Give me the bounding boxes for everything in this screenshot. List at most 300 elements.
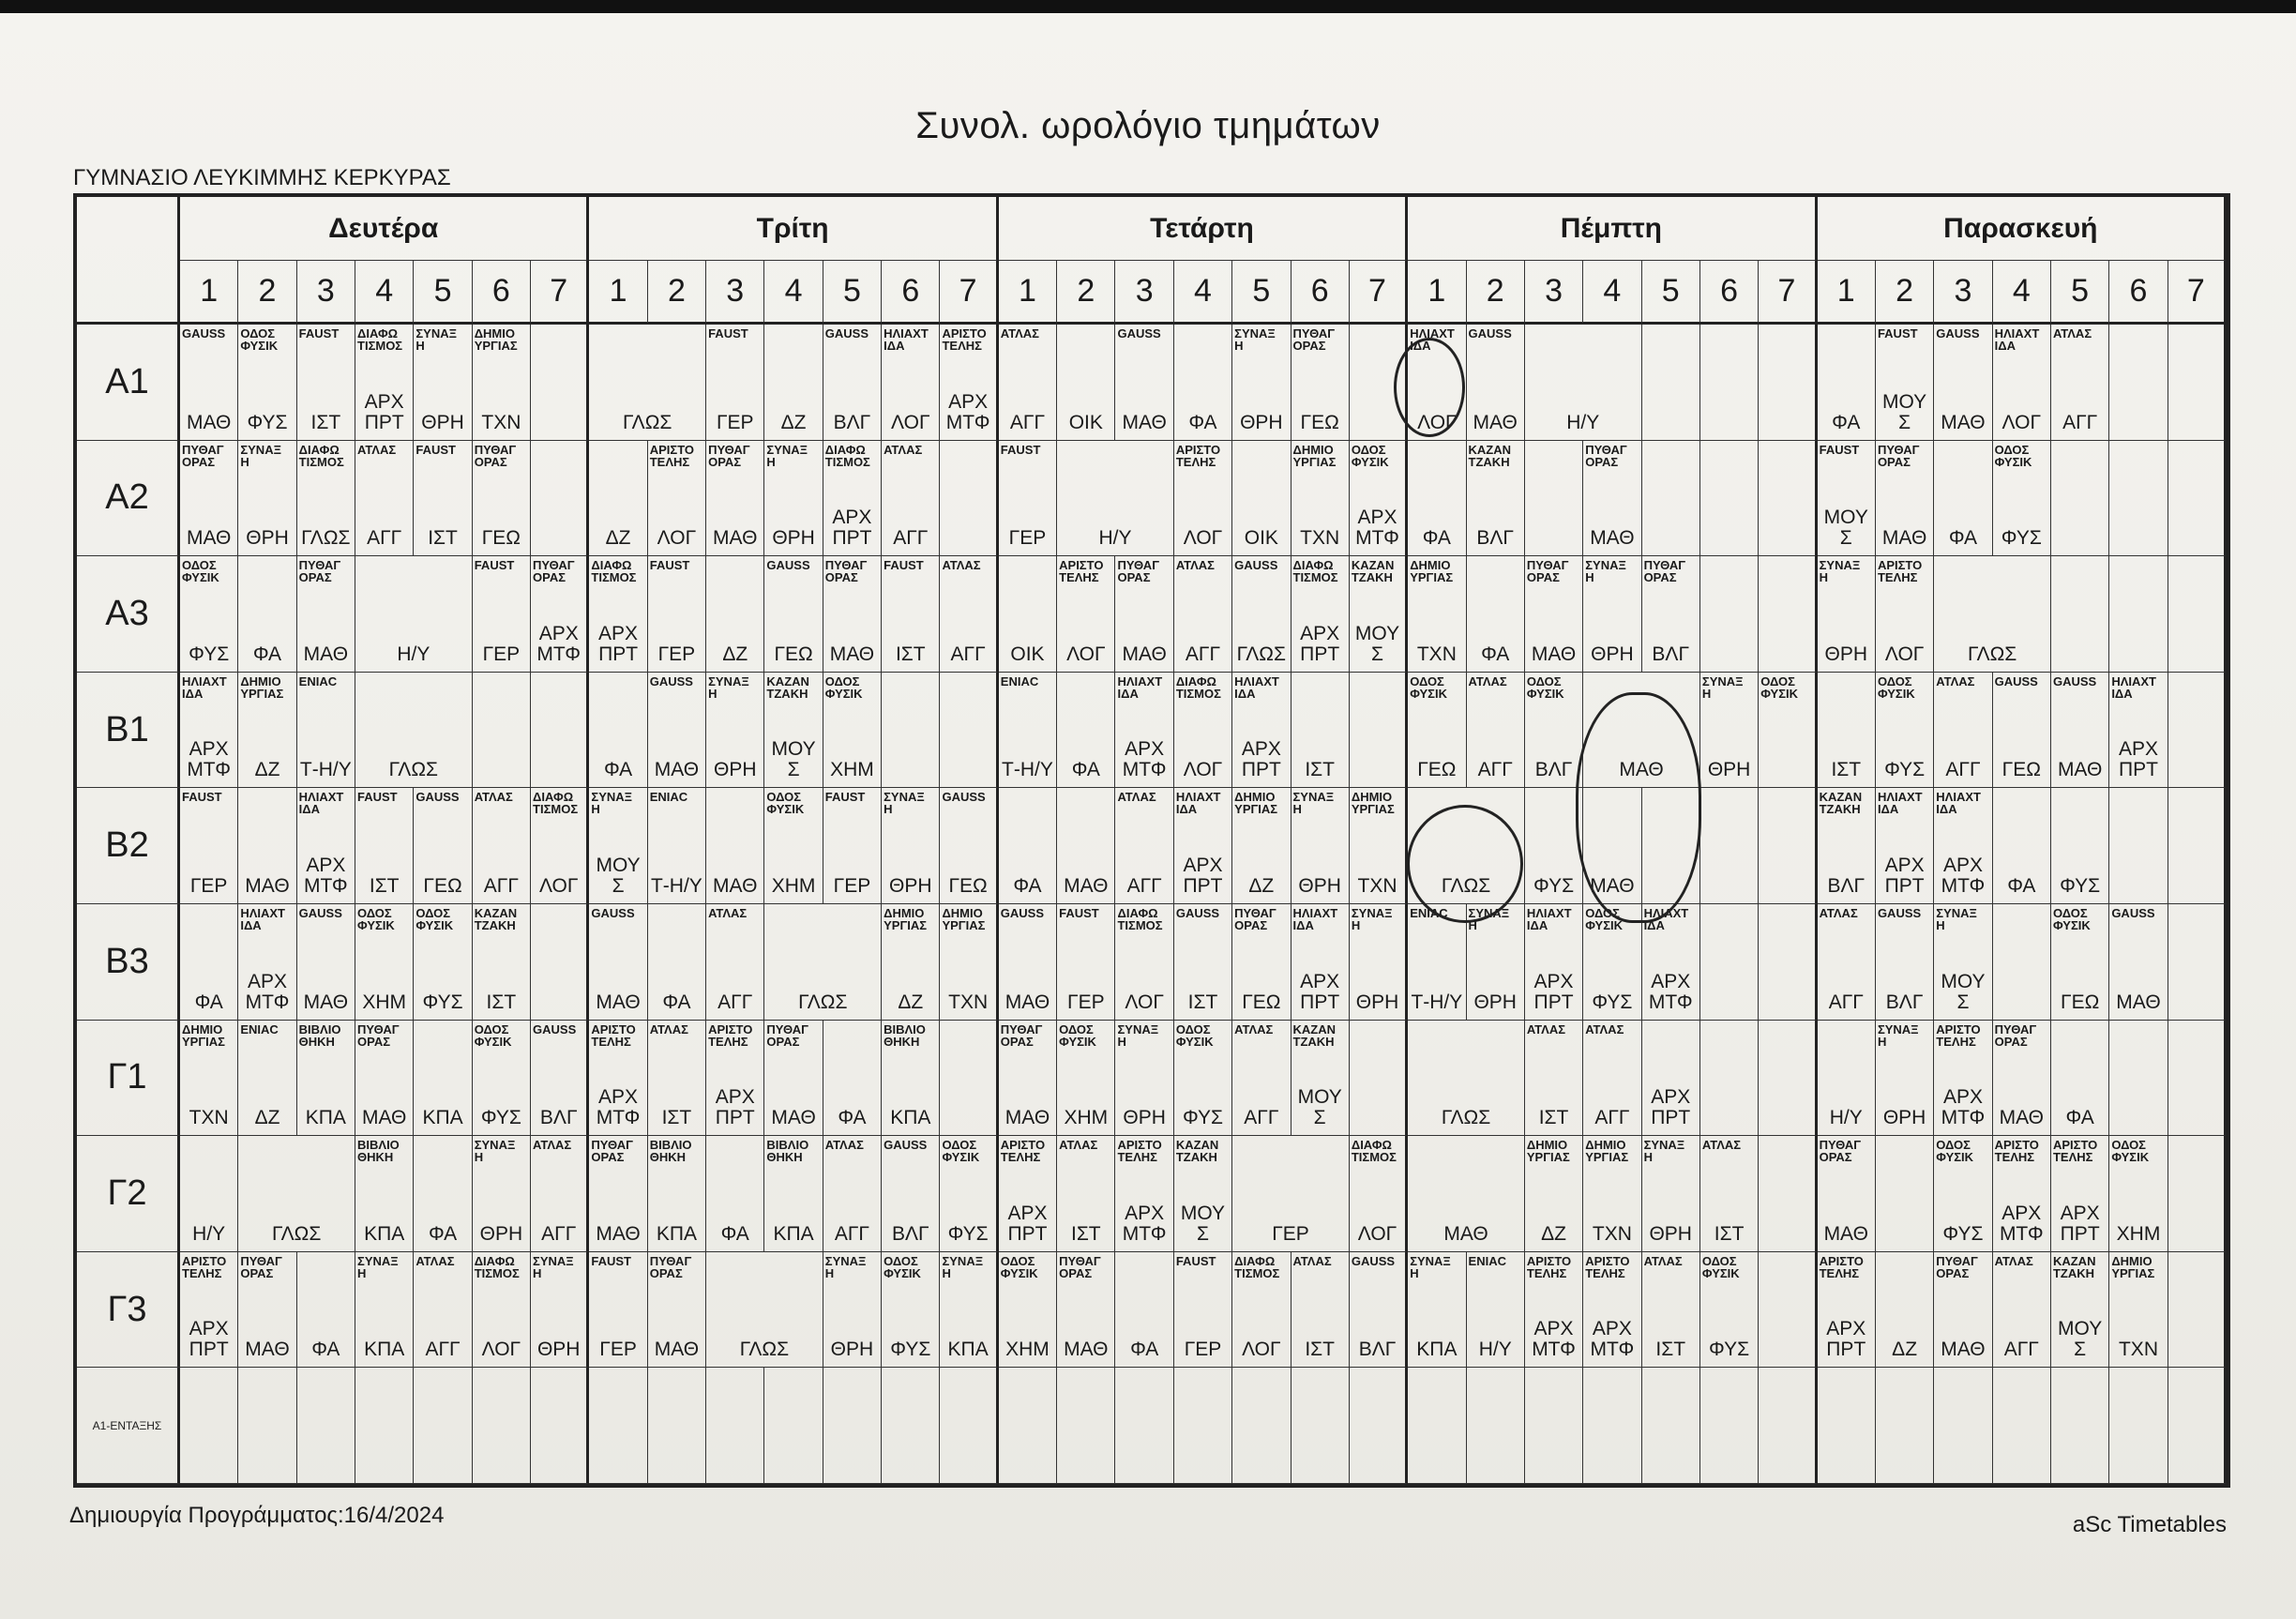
scan-edge — [0, 0, 2296, 13]
lesson-cell — [1292, 904, 1350, 1021]
empty-cell — [355, 1368, 414, 1484]
period-number: 2 — [648, 261, 706, 325]
lesson-cell — [648, 556, 706, 673]
lesson-cell — [1350, 1021, 1408, 1137]
lesson-cell — [2051, 1021, 2109, 1137]
lesson-cell — [1525, 788, 1583, 904]
teacher-label: GAUSS — [182, 326, 226, 340]
class-label: Α2 — [77, 441, 180, 557]
subject-label: ΦΥΣ — [947, 1222, 989, 1245]
subject-label: ΑΡΧ ΠΡΤ — [2118, 738, 2158, 781]
lesson-cell — [238, 1252, 296, 1369]
subject-label: ΓΕΩ — [423, 874, 462, 897]
lesson-cell — [1700, 325, 1759, 441]
lesson-cell — [940, 1021, 998, 1137]
lesson-cell — [180, 1136, 238, 1252]
lesson-cell — [355, 556, 473, 673]
lesson-cell — [648, 1136, 706, 1252]
lesson-cell — [1232, 556, 1291, 673]
class-label: Γ2 — [77, 1136, 180, 1252]
subject-label: ΑΡΧ ΜΤΦ — [1532, 1318, 1576, 1361]
teacher-label: ΠΥΘΑΓ ΟΡΑΣ — [1292, 326, 1336, 353]
subject-label: ΦΑ — [1481, 643, 1510, 665]
period-number: 2 — [1467, 261, 1525, 325]
subject-label: ΓΛΩΣ — [1441, 874, 1491, 897]
lesson-cell — [648, 1252, 706, 1369]
lesson-cell — [589, 904, 647, 1021]
lesson-cell — [1467, 1252, 1525, 1369]
teacher-label: ΑΤΛΑΣ — [2052, 326, 2092, 340]
lesson-cell — [940, 325, 998, 441]
lesson-cell — [1408, 1136, 1525, 1252]
period-number: 2 — [238, 261, 296, 325]
subject-label: ΟΙΚ — [1010, 643, 1045, 665]
teacher-label: ΠΥΘΑΓ ΟΡΑΣ — [649, 1253, 692, 1280]
lesson-cell — [1642, 1021, 1700, 1137]
teacher-label: ΑΡΙΣΤΟ ΤΕΛΗΣ — [1819, 1253, 1864, 1280]
subject-label: ΙΣΤ — [1305, 1339, 1335, 1361]
lesson-cell — [1759, 1252, 1817, 1369]
teacher-label: ΣΥΝΑΞ Η — [1819, 558, 1861, 585]
lesson-cell — [238, 1136, 355, 1252]
teacher-label: ΠΥΘΑΓ ΟΡΑΣ — [591, 1138, 633, 1165]
subject-label: ΜΑΘ — [1999, 1107, 2044, 1129]
teacher-label: ΟΔΟΣ ΦΥΣΙΚ — [1351, 442, 1389, 469]
lesson-cell — [589, 325, 706, 441]
lesson-cell — [1408, 441, 1466, 557]
empty-cell — [1174, 1368, 1232, 1484]
subject-label: ΟΙΚ — [1068, 411, 1103, 433]
subject-label: Η/Υ — [1098, 527, 1132, 550]
subject-label: ΜΟΥ Σ — [1941, 970, 1986, 1013]
lesson-cell — [1525, 1252, 1583, 1369]
subject-label: ΘΡΗ — [421, 411, 464, 433]
lesson-cell — [1350, 788, 1408, 904]
lesson-cell — [473, 556, 531, 673]
subject-label: ΦΑ — [311, 1339, 340, 1361]
subject-label: ΜΟΥ Σ — [1882, 390, 1927, 433]
lesson-cell — [1993, 325, 2051, 441]
teacher-label: ΣΥΝΑΞ Η — [884, 790, 925, 817]
teacher-label: ΣΥΝΑΞ Η — [1585, 558, 1626, 585]
subject-label: ΛΟΓ — [1066, 643, 1106, 665]
teacher-label: ΔΙΑΦΩ ΤΙΣΜΟΣ — [357, 326, 403, 353]
lesson-cell — [2051, 556, 2109, 673]
subject-label: ΛΟΓ — [1417, 411, 1457, 433]
lesson-cell — [882, 904, 940, 1021]
subject-label: ΚΠΑ — [773, 1222, 814, 1245]
lesson-cell — [1174, 441, 1232, 557]
lesson-cell — [1993, 673, 2051, 789]
teacher-label: GAUSS — [1175, 905, 1220, 920]
teacher-label: ΚΑΖΑΝ ΤΖΑΚΗ — [2052, 1253, 2096, 1280]
lesson-cell — [1408, 673, 1466, 789]
empty-cell — [1759, 1368, 1817, 1484]
teacher-label: ΟΔΟΣ ΦΥΣΙΚ — [1760, 673, 1799, 701]
subject-label: ΑΓΓ — [718, 991, 753, 1013]
subject-label: ΒΛΓ — [1358, 1339, 1397, 1361]
lesson-cell — [1467, 904, 1525, 1021]
subject-label: ΜΑΘ — [1004, 991, 1050, 1013]
teacher-label: ΗΛΙΑΧΤ ΙΔΑ — [1994, 326, 2040, 353]
period-number: 3 — [1525, 261, 1583, 325]
lesson-cell — [355, 904, 414, 1021]
lesson-cell — [180, 325, 238, 441]
subject-label: ΚΠΑ — [305, 1107, 346, 1129]
day-header: Πέμπτη — [1408, 197, 1817, 261]
subject-label: ΜΑΘ — [245, 1339, 290, 1361]
subject-label: ΦΥΣ — [1533, 874, 1575, 897]
lesson-cell — [940, 1252, 998, 1369]
subject-label: ΙΣΤ — [1305, 759, 1335, 781]
lesson-cell — [1583, 441, 1641, 557]
lesson-cell — [1350, 1252, 1408, 1369]
lesson-cell — [1818, 788, 1876, 904]
subject-label: ΦΥΣ — [1182, 1107, 1224, 1129]
subject-label: ΑΡΧ ΠΡΤ — [2060, 1202, 2100, 1245]
subject-label: ΓΛΩΣ — [301, 527, 351, 550]
lesson-cell — [1759, 441, 1817, 557]
teacher-label: ΔΙΑΦΩ ΤΙΣΜΟΣ — [533, 790, 579, 817]
lesson-cell — [414, 1021, 472, 1137]
lesson-cell — [1292, 441, 1350, 557]
subject-label: ΓΕΩ — [2001, 759, 2041, 781]
lesson-cell — [706, 1136, 764, 1252]
subject-label: ΙΣΤ — [428, 527, 458, 550]
teacher-label: ΟΔΟΣ ΦΥΣΙΚ — [474, 1021, 512, 1049]
lesson-cell — [999, 904, 1057, 1021]
period-number: 2 — [1057, 261, 1115, 325]
period-number: 4 — [355, 261, 414, 325]
subject-label: ΑΓΓ — [1945, 759, 1981, 781]
lesson-cell — [1818, 441, 1876, 557]
subject-label: ΛΟΓ — [481, 1339, 521, 1361]
lesson-cell — [823, 788, 882, 904]
teacher-label: GAUSS — [591, 905, 635, 920]
teacher-label: ΟΔΟΣ ΦΥΣΙΚ — [1410, 673, 1447, 701]
subject-label: ΘΡΗ — [1649, 1222, 1692, 1245]
subject-label: ΦΑ — [1071, 759, 1100, 781]
lesson-cell — [355, 1021, 414, 1137]
period-number: 5 — [1232, 261, 1291, 325]
lesson-cell — [531, 673, 589, 789]
subject-label: ΑΓΓ — [834, 1222, 869, 1245]
empty-cell — [1583, 1368, 1641, 1484]
subject-label: ΦΥΣ — [1942, 1222, 1984, 1245]
teacher-label: ΟΔΟΣ ΦΥΣΙΚ — [182, 558, 219, 585]
subject-label: ΜΟΥ Σ — [771, 738, 816, 781]
lesson-cell — [238, 904, 296, 1021]
subject-label: ΜΑΘ — [1443, 1222, 1488, 1245]
teacher-label: ΣΥΝΑΞ Η — [240, 442, 281, 469]
subject-label: ΑΡΧ ΠΡΤ — [1300, 622, 1340, 665]
empty-cell — [1057, 1368, 1115, 1484]
lesson-cell — [706, 673, 764, 789]
lesson-cell — [940, 673, 998, 789]
subject-label: ΦΑ — [1013, 874, 1042, 897]
lesson-cell — [823, 673, 882, 789]
empty-cell — [1876, 1368, 1934, 1484]
subject-label: ΧΗΜ — [2116, 1222, 2161, 1245]
teacher-label: ΑΤΛΑΣ — [1468, 673, 1507, 688]
teacher-label: ΠΥΘΑΓ ΟΡΑΣ — [533, 558, 575, 585]
lesson-cell — [1700, 556, 1759, 673]
subject-label: ΦΑ — [720, 1222, 749, 1245]
lesson-cell — [2168, 441, 2227, 557]
teacher-label: ΗΛΙΑΧΤ ΙΔΑ — [298, 790, 344, 817]
teacher-label: ΚΑΖΑΝ ΤΖΑΚΗ — [1351, 558, 1395, 585]
lesson-cell — [1700, 1021, 1759, 1137]
lesson-cell — [1993, 904, 2051, 1021]
lesson-cell — [999, 788, 1057, 904]
period-number: 1 — [180, 261, 238, 325]
class-label: Α1-ΕΝΤΑΞΗΣ — [77, 1368, 180, 1484]
teacher-label: ΟΔΟΣ ΦΥΣΙΚ — [1175, 1021, 1214, 1049]
lesson-cell — [999, 441, 1057, 557]
subject-label: ΓΛΩΣ — [798, 991, 848, 1013]
teacher-label: ΑΡΙΣΤΟ ΤΕΛΗΣ — [649, 442, 695, 469]
lesson-cell — [1642, 1136, 1700, 1252]
lesson-cell — [473, 325, 531, 441]
lesson-cell — [2109, 904, 2168, 1021]
period-number: 5 — [2051, 261, 2109, 325]
lesson-cell — [1057, 788, 1115, 904]
subject-label: ΒΛΓ — [1476, 527, 1514, 550]
timetable-grid — [73, 193, 2230, 1488]
subject-label: ΜΑΘ — [2116, 991, 2161, 1013]
teacher-label: ΣΥΝΑΞ Η — [1701, 673, 1744, 701]
teacher-label: ΑΤΛΑΣ — [1701, 1138, 1742, 1153]
teacher-label: ΑΤΛΑΣ — [1936, 673, 1975, 688]
subject-label: ΜΑΘ — [361, 1107, 407, 1129]
empty-cell — [1115, 1368, 1173, 1484]
teacher-label: ΑΤΛΑΣ — [1292, 1253, 1332, 1268]
empty-cell — [414, 1368, 472, 1484]
lesson-cell — [414, 904, 472, 1021]
lesson-cell — [823, 1021, 882, 1137]
period-number: 5 — [414, 261, 472, 325]
lesson-cell — [940, 441, 998, 557]
creation-date: Δημιουργία Προγράμματος:16/4/2024 — [69, 1503, 445, 1528]
subject-label: ΤΧΝ — [1592, 1222, 1632, 1245]
subject-label: ΑΡΧ ΠΡΤ — [598, 622, 639, 665]
subject-label: Η/Υ — [1829, 1107, 1863, 1129]
lesson-cell — [1583, 1021, 1641, 1137]
subject-label: ΑΓΓ — [1828, 991, 1864, 1013]
lesson-cell — [648, 904, 706, 1021]
teacher-label: ΣΥΝΑΞ Η — [1351, 905, 1393, 932]
subject-label: ΦΑ — [1188, 411, 1217, 433]
subject-label: ΜΑΘ — [1122, 643, 1167, 665]
teacher-label: ΒΙΒΛΙΟ ΘΗΚΗ — [649, 1138, 692, 1165]
teacher-label: ΑΡΙΣΤΟ ΤΕΛΗΣ — [942, 326, 987, 353]
teacher-label: ΑΤΛΑΣ — [533, 1138, 572, 1153]
lesson-cell — [940, 788, 998, 904]
class-label: Β3 — [77, 904, 180, 1021]
lesson-cell — [1174, 673, 1232, 789]
subject-label: ΦΑ — [428, 1222, 458, 1245]
teacher-label: ΚΑΖΑΝ ΤΖΑΚΗ — [1175, 1138, 1219, 1165]
subject-label: ΜΑΘ — [1941, 1339, 1986, 1361]
lesson-cell — [2051, 904, 2109, 1021]
teacher-label: ΑΡΙΣΤΟ ΤΕΛΗΣ — [1526, 1253, 1572, 1280]
lesson-cell — [1818, 1136, 1876, 1252]
lesson-cell — [1350, 1136, 1408, 1252]
lesson-cell — [531, 325, 589, 441]
lesson-cell — [473, 1252, 531, 1369]
day-header: Δευτέρα — [180, 197, 589, 261]
lesson-cell — [1350, 904, 1408, 1021]
subject-label: ΔΖ — [254, 1107, 280, 1129]
teacher-label: ΔΙΑΦΩ ΤΙΣΜΟΣ — [1234, 1253, 1280, 1280]
teacher-label: ΣΥΝΑΞ Η — [766, 442, 808, 469]
subject-label: ΑΡΧ ΜΤΦ — [1941, 854, 1986, 897]
lesson-cell — [999, 1136, 1057, 1252]
lesson-cell — [2168, 788, 2227, 904]
teacher-label: FAUST — [708, 326, 748, 340]
lesson-cell — [2168, 1136, 2227, 1252]
subject-label: ΦΥΣ — [2001, 527, 2042, 550]
subject-label: ΜΑΘ — [245, 874, 290, 897]
subject-label: ΒΛΓ — [1652, 643, 1690, 665]
teacher-label: ENIAC — [240, 1021, 279, 1036]
teacher-label: GAUSS — [1994, 673, 2038, 688]
subject-label: ΙΣΤ — [1831, 759, 1862, 781]
lesson-cell — [1174, 904, 1232, 1021]
subject-label: ΛΟΓ — [1242, 1339, 1281, 1361]
lesson-cell — [648, 1021, 706, 1137]
subject-label: ΛΟΓ — [1183, 759, 1223, 781]
teacher-label: FAUST — [591, 1253, 632, 1268]
lesson-cell — [1057, 1252, 1115, 1369]
lesson-cell — [1525, 1021, 1583, 1137]
lesson-cell — [1934, 556, 2051, 673]
period-number: 1 — [1818, 261, 1876, 325]
teacher-label: ΠΥΘΑΓ ΟΡΑΣ — [824, 558, 868, 585]
teacher-label: ΟΔΟΣ ΦΥΣΙΚ — [1701, 1253, 1740, 1280]
subject-label: ΑΡΧ ΜΤΦ — [1999, 1202, 2044, 1245]
teacher-label: GAUSS — [766, 558, 810, 573]
teacher-label: FAUST — [1000, 442, 1041, 457]
lesson-cell — [1583, 1252, 1641, 1369]
lesson-cell — [589, 1136, 647, 1252]
subject-label: ΜΑΘ — [829, 643, 875, 665]
lesson-cell — [1934, 1136, 1992, 1252]
subject-label: ΓΕΡ — [833, 874, 871, 897]
teacher-label: ΑΤΛΑΣ — [942, 558, 981, 573]
period-number: 4 — [764, 261, 823, 325]
teacher-label: ΑΤΛΑΣ — [824, 1138, 864, 1153]
subject-label: Τ-Η/Υ — [299, 759, 352, 781]
subject-label: ΦΥΣ — [1709, 1339, 1750, 1361]
lesson-cell — [2168, 325, 2227, 441]
lesson-cell — [999, 325, 1057, 441]
subject-label: ΓΕΩ — [1242, 991, 1281, 1013]
subject-label: ΜΟΥ Σ — [2058, 1318, 2103, 1361]
empty-cell — [473, 1368, 531, 1484]
subject-label: ΜΑΘ — [713, 527, 758, 550]
subject-label: ΑΡΧ ΜΤΦ — [596, 1086, 641, 1129]
teacher-label: ΔΗΜΙΟ ΥΡΓΙΑΣ — [1410, 558, 1454, 585]
subject-label: ΑΡΧ ΜΤΦ — [1590, 1318, 1635, 1361]
subject-label: ΦΥΣ — [2060, 874, 2101, 897]
lesson-cell — [180, 904, 238, 1021]
subject-label: ΚΠΑ — [890, 1107, 931, 1129]
subject-label: ΦΑ — [1832, 411, 1861, 433]
lesson-cell — [1057, 1021, 1115, 1137]
subject-label: ΑΡΧ ΜΤΦ — [1355, 507, 1399, 550]
subject-label: ΘΡΗ — [1123, 1107, 1166, 1129]
subject-label: ΛΟΓ — [1125, 991, 1164, 1013]
teacher-label: ΟΔΟΣ ΦΥΣΙΚ — [1585, 905, 1623, 932]
empty-cell — [1642, 1368, 1700, 1484]
school-name: ΓΥΜΝΑΣΙΟ ΛΕΥΚΙΜΜΗΣ ΚΕΡΚΥΡΑΣ — [73, 165, 451, 190]
lesson-cell — [1934, 1252, 1992, 1369]
teacher-label: ΠΥΘΑΓ ΟΡΑΣ — [766, 1021, 808, 1049]
teacher-label: ΗΛΙΑΧΤ ΙΔΑ — [2111, 673, 2156, 701]
teacher-label: ΠΥΘΑΓ ΟΡΑΣ — [1936, 1253, 1978, 1280]
lesson-cell — [1934, 788, 1992, 904]
subject-label: ΓΛΩΣ — [388, 759, 439, 781]
lesson-cell — [2168, 673, 2227, 789]
subject-label: ΜΑΘ — [303, 643, 349, 665]
subject-label: ΓΕΡ — [1067, 991, 1105, 1013]
subject-label: ΓΕΩ — [481, 527, 521, 550]
subject-label: ΑΓΓ — [893, 527, 929, 550]
lesson-cell — [1759, 325, 1817, 441]
subject-label: ΑΓΓ — [1126, 874, 1162, 897]
subject-label: ΧΗΜ — [362, 991, 407, 1013]
teacher-label: ΔΗΜΙΟ ΥΡΓΙΑΣ — [240, 673, 284, 701]
class-label: Β2 — [77, 788, 180, 904]
subject-label: ΓΕΩ — [2061, 991, 2100, 1013]
subject-label: ΦΥΣ — [189, 643, 230, 665]
lesson-cell — [1993, 788, 2051, 904]
lesson-cell — [1408, 1252, 1466, 1369]
lesson-cell — [764, 556, 823, 673]
subject-label: ΙΣΤ — [1187, 991, 1218, 1013]
subject-label: ΜΟΥ Σ — [596, 854, 641, 897]
subject-label: ΛΟΓ — [1884, 643, 1925, 665]
subject-label: ΜΑΘ — [1619, 759, 1664, 781]
teacher-label: ΠΥΘΑΓ ΟΡΑΣ — [1994, 1021, 2037, 1049]
subject-label: ΦΑ — [1948, 527, 1978, 550]
subject-label: ΓΛΩΣ — [739, 1339, 790, 1361]
teacher-label: ΣΥΝΑΞ Η — [357, 1253, 399, 1280]
teacher-label: ΔΙΑΦΩ ΤΙΣΜΟΣ — [1351, 1138, 1397, 1165]
empty-cell — [1408, 1368, 1466, 1484]
lesson-cell — [414, 788, 472, 904]
subject-label: ΛΟΓ — [2001, 411, 2042, 433]
lesson-cell — [1350, 556, 1408, 673]
subject-label: ΙΣΤ — [661, 1107, 692, 1129]
subject-label: ΑΓΓ — [367, 527, 402, 550]
period-number: 4 — [1174, 261, 1232, 325]
lesson-cell — [1818, 673, 1876, 789]
teacher-label: FAUST — [649, 558, 690, 573]
subject-label: ΙΣΤ — [1655, 1339, 1686, 1361]
lesson-cell — [1876, 788, 1934, 904]
lesson-cell — [1350, 673, 1408, 789]
lesson-cell — [823, 1136, 882, 1252]
empty-cell — [1292, 1368, 1350, 1484]
lesson-cell — [1525, 325, 1642, 441]
subject-label: ΑΓΓ — [1009, 411, 1046, 433]
subject-label: ΘΡΗ — [713, 759, 757, 781]
lesson-cell — [1876, 1136, 1934, 1252]
subject-label: ΑΡΧ ΠΡΤ — [1884, 854, 1925, 897]
subject-label: ΑΓΓ — [2062, 411, 2098, 433]
